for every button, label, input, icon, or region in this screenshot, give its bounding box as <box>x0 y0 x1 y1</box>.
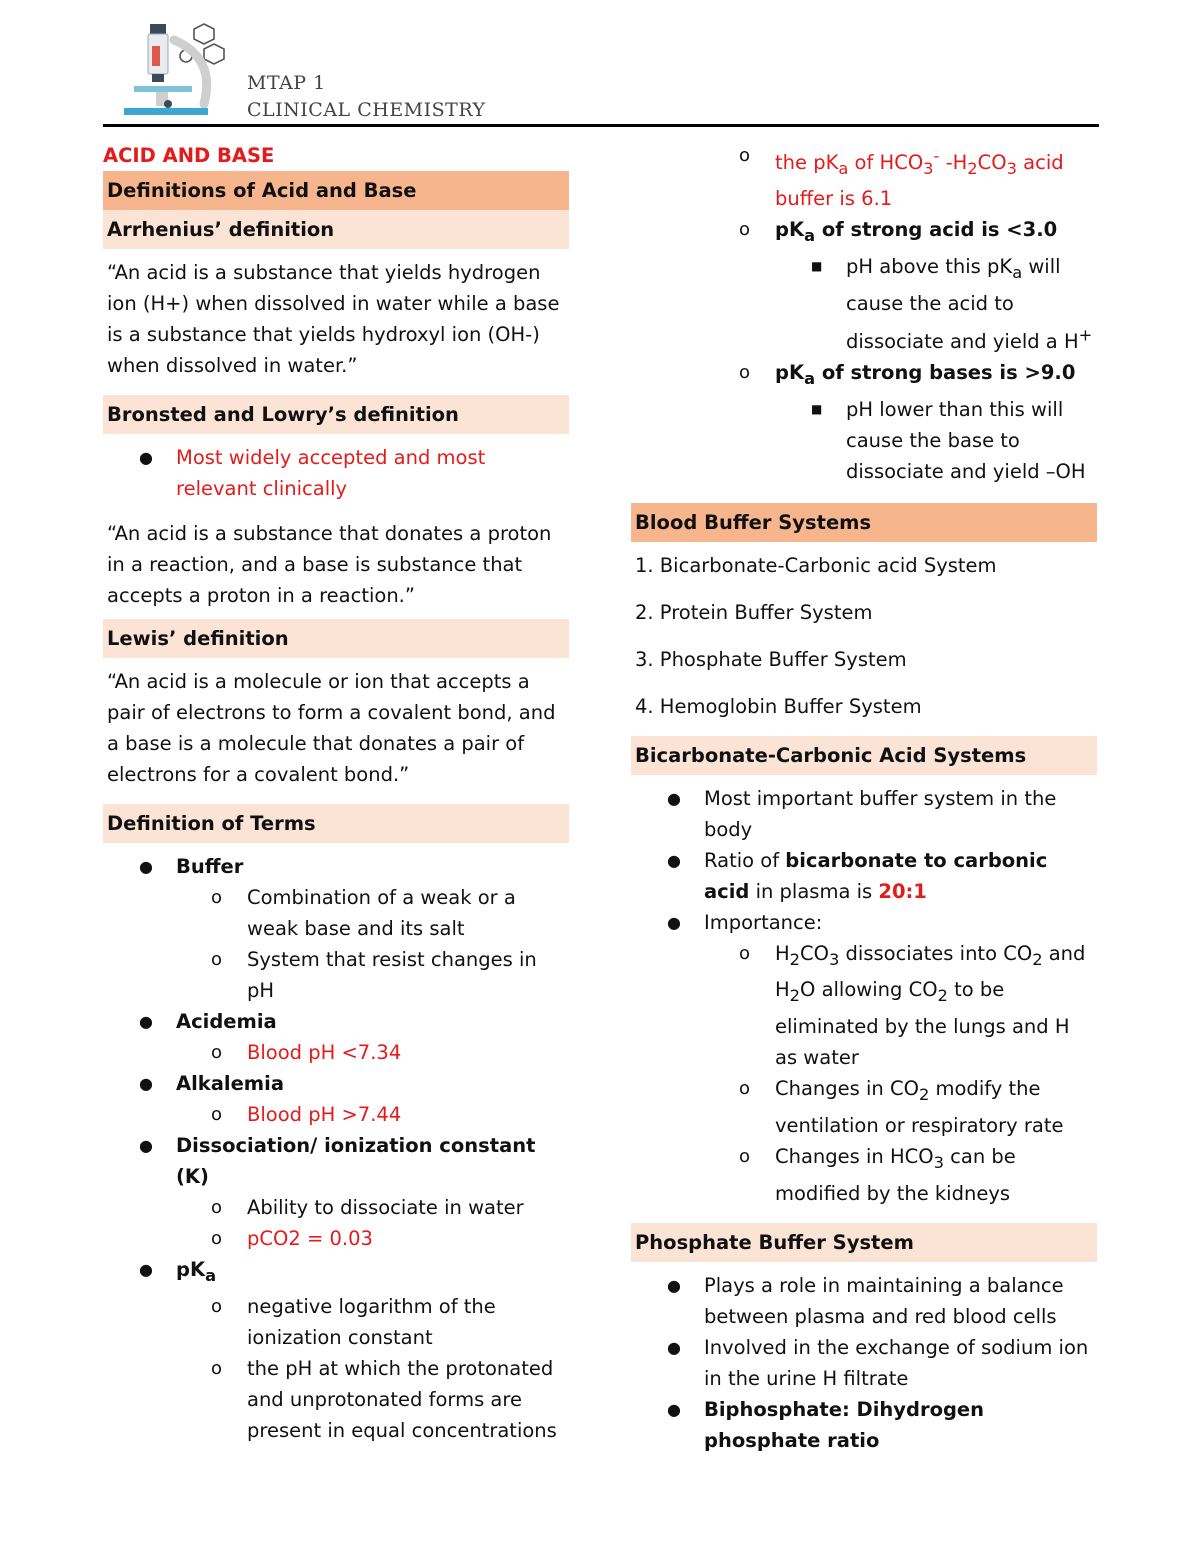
definitions-heading: Definitions of Acid and Base <box>103 171 569 210</box>
hollow-circle-icon: o <box>211 1197 223 1218</box>
hollow-circle-icon: o <box>211 1357 223 1379</box>
bicarb-b3-sub: Changes in $CO_2$ modify the ventilation or respiratory rate <box>775 1077 1064 1138</box>
list-item <box>631 214 1097 251</box>
bicarb-list <box>631 783 1097 1210</box>
term-acidemia: Acidemia <box>176 1010 277 1033</box>
bicarb-b3-sub: Changes in $HCO_3$ can be modified by the kidneys <box>775 1145 1016 1206</box>
arrhenius-heading: Arrhenius’ definition <box>103 210 569 249</box>
list-item <box>631 1332 1097 1394</box>
pka-strong-acid-text: $pK_a$ of strong acid is <3.0 <box>775 218 1058 246</box>
hollow-circle-icon: o <box>739 219 751 241</box>
term-dissociation-sub: pCO2 = 0.03 <box>247 1227 373 1250</box>
course-label: MTAP 1 <box>247 72 326 94</box>
pka-strong-acid-sub: pH above this $pK_a$ will cause the acid to dissociate and yield a H+ <box>846 255 1093 353</box>
list-item <box>103 1254 569 1291</box>
bullet-icon: ● <box>139 1260 153 1279</box>
hollow-circle-icon: o <box>739 1146 751 1168</box>
list-item: 2. Protein Buffer System <box>635 600 873 624</box>
bullet-icon: ● <box>667 1400 681 1420</box>
term-alkalemia: Alkalemia <box>176 1072 284 1095</box>
list-item <box>103 1068 569 1099</box>
list-item <box>631 907 1097 938</box>
bronsted-quote: “An acid is a substance that donates a proton in a reaction, and a base is substance that accepts a proton in a reaction.” <box>107 522 552 607</box>
term-acidemia-sub: Blood pH <7.34 <box>247 1041 402 1064</box>
hollow-circle-icon: o <box>739 361 751 383</box>
term-pka: $pK_a$ <box>176 1258 217 1285</box>
bronsted-heading: Bronsted and Lowry’s definition <box>103 395 569 434</box>
term-dissociation-sub: Ability to dissociate in water <box>247 1196 524 1219</box>
bronsted-list <box>103 442 569 504</box>
pka-continued-list <box>631 140 1097 487</box>
list-item <box>631 394 1097 487</box>
list-item <box>631 357 1097 394</box>
term-pka-sub: the pH at which the protonated and unprotonated forms are present in equal concentrations <box>247 1356 557 1442</box>
list-item: 1. Bicarbonate-Carbonic acid System <box>635 553 997 577</box>
bullet-icon: ● <box>667 850 681 870</box>
bullet-icon: ● <box>667 788 681 808</box>
pka-strong-base-text: $pK_a$ of strong bases is >9.0 <box>775 360 1076 388</box>
bullet-icon: ● <box>667 1276 681 1296</box>
phosphate-list <box>631 1270 1097 1456</box>
term-buffer-sub: System that resist changes in pH <box>247 948 537 1002</box>
hollow-circle-icon: o <box>211 949 223 970</box>
hollow-circle-icon: o <box>211 1228 223 1249</box>
document-header <box>247 70 486 124</box>
term-buffer-sub: Combination of a weak or a weak base and its salt <box>247 886 516 940</box>
list-item <box>103 1006 569 1037</box>
list-item <box>631 1073 1097 1141</box>
subject-label: CLINICAL CHEMISTRY <box>247 99 486 121</box>
list-item <box>103 944 569 1006</box>
bronsted-bullet-text: Most widely accepted and most relevant clinically <box>176 446 486 500</box>
list-item: 4. Hemoglobin Buffer System <box>635 694 922 718</box>
pka-strong-base-sub: pH lower than this will cause the base to dissociate and yield –OH <box>846 397 1086 483</box>
list-item <box>631 1141 1097 1209</box>
hollow-circle-icon: o <box>211 1042 223 1063</box>
bicarb-b3-text: Importance: <box>704 910 823 934</box>
bicarb-heading: Bicarbonate-Carbonic Acid Systems <box>631 736 1097 775</box>
hollow-circle-icon: o <box>211 1295 223 1317</box>
microscope-icon <box>112 20 232 120</box>
arrhenius-quote: “An acid is a substance that yields hydrogen ion (H+) when dissolved in water while a base is a substance that yields hydroxyl ion (OH-) when dissolved in water.” <box>107 261 560 377</box>
blood-buffer-heading: Blood Buffer Systems <box>631 503 1097 542</box>
bicarb-b1-text: Most important buffer system in the body <box>704 786 1057 841</box>
terms-heading: Definition of Terms <box>103 804 569 843</box>
list-item <box>103 882 569 944</box>
list-item <box>103 1037 569 1068</box>
phosphate-b2-text: Involved in the exchange of sodium ion in the urine H filtrate <box>704 1336 1089 1391</box>
page-title: ACID AND BASE <box>103 144 275 167</box>
right-column <box>631 140 1097 1456</box>
bicarb-b3-sub: $H_2CO_3$ dissociates into $CO_2$ and $H_2O$ allowing $CO_2$ to be eliminated by the lungs and H as water <box>775 941 1086 1070</box>
bullet-icon: ● <box>139 1074 153 1093</box>
list-item <box>103 1099 569 1130</box>
lewis-heading: Lewis’ definition <box>103 619 569 658</box>
phosphate-heading: Phosphate Buffer System <box>631 1223 1097 1262</box>
bullet-icon: ● <box>139 1012 153 1031</box>
square-bullet-icon: ■ <box>811 259 823 274</box>
hollow-circle-icon: o <box>739 942 751 964</box>
list-item <box>103 1130 569 1192</box>
list-item <box>103 851 569 882</box>
hollow-circle-icon: o <box>211 1104 223 1125</box>
term-dissociation: Dissociation/ ionization constant (K) <box>176 1134 536 1188</box>
phosphate-b3-text: Biphosphate: Dihydrogen phosphate ratio <box>704 1398 985 1453</box>
term-alkalemia-sub: Blood pH >7.44 <box>247 1103 402 1126</box>
header-divider <box>103 124 1099 127</box>
term-pka-sub: negative logarithm of the ionization constant <box>247 1294 496 1349</box>
list-item <box>631 783 1097 845</box>
list-item <box>103 442 569 504</box>
bullet-icon: ● <box>139 857 153 876</box>
square-bullet-icon: ■ <box>811 401 823 416</box>
phosphate-b1-text: Plays a role in maintaining a balance between plasma and red blood cells <box>704 1274 1064 1329</box>
list-item <box>631 1394 1097 1456</box>
list-item: 3. Phosphate Buffer System <box>635 647 907 671</box>
list-item <box>631 845 1097 907</box>
list-item <box>631 1270 1097 1332</box>
left-column <box>103 140 569 1446</box>
list-item <box>631 140 1097 214</box>
terms-list <box>103 851 569 1446</box>
list-item <box>631 251 1097 356</box>
bullet-icon: ● <box>139 1136 153 1155</box>
term-buffer: Buffer <box>176 855 244 878</box>
bullet-icon: ● <box>667 1338 681 1358</box>
bicarb-b2-text: Ratio of bicarbonate to carbonic acid in plasma is 20:1 <box>704 848 1048 903</box>
bullet-icon: ● <box>667 912 681 932</box>
list-item <box>103 1353 569 1446</box>
hollow-circle-icon: o <box>739 1078 751 1100</box>
hollow-circle-icon: o <box>211 887 223 908</box>
list-item <box>103 1291 569 1353</box>
list-item <box>103 1192 569 1223</box>
bullet-icon: ● <box>139 448 153 467</box>
lewis-quote: “An acid is a molecule or ion that accepts a pair of electrons to form a covalent bond, and a base is a molecule that donates a pair of electrons for a covalent bond.” <box>107 670 556 786</box>
list-item <box>631 938 1097 1074</box>
list-item <box>103 1223 569 1254</box>
pka-bicarb-text: the $pK_a$ of $HCO_3^-$ $-H_2CO_3$ acid buffer is 6.1 <box>775 146 1064 211</box>
hollow-circle-icon: o <box>739 145 751 166</box>
